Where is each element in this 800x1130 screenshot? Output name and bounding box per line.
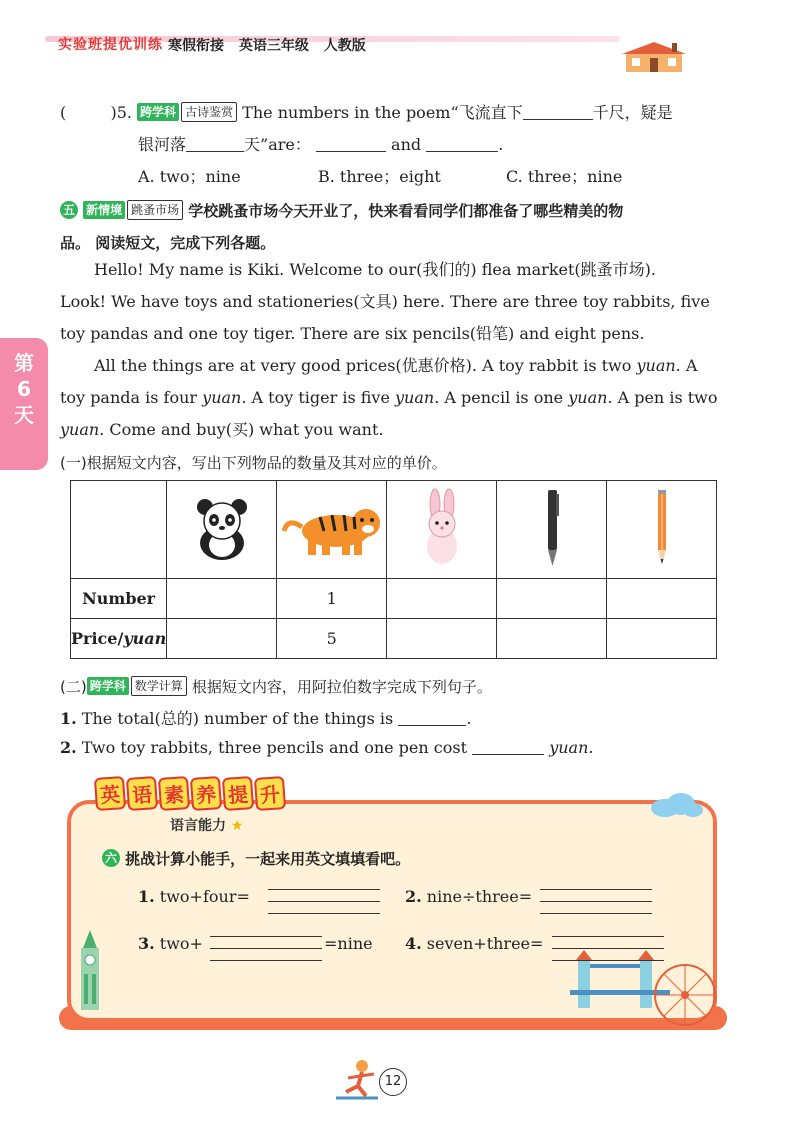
row-header-price	[71, 619, 167, 659]
section-badge: 五	[60, 201, 78, 219]
question-text: nine÷three=	[426, 887, 533, 906]
section-5-instruction-2: 品。 阅读短文，完成下列各题。	[60, 234, 276, 252]
passage-text: . A toy tiger is five	[241, 388, 396, 407]
day-tab-label	[12, 350, 36, 428]
banner-title-char: 素	[158, 776, 190, 811]
option-c[interactable]: C. three；nine	[506, 167, 623, 186]
passage-text: yuan	[202, 388, 242, 407]
page-number: 12	[379, 1068, 407, 1096]
day-tab-char: 6	[17, 377, 31, 401]
ferris-wheel-icon	[650, 960, 720, 1030]
math-question-3-end: =nine	[324, 934, 373, 953]
question-number: 5.	[116, 103, 132, 122]
table-row	[71, 579, 717, 619]
passage-text: . Come and buy(买) what you want.	[99, 420, 384, 439]
day-tab-char: 第	[14, 351, 34, 375]
passage-line	[60, 414, 740, 446]
question-text: 银河落	[138, 135, 187, 154]
question-text: 天”are：	[244, 135, 311, 154]
part-2-label	[60, 676, 492, 697]
pencil-icon	[652, 488, 672, 568]
answer-lines-3[interactable]	[210, 925, 322, 961]
passage-text: All the things are at very good prices(优惠价格). A toy rabbit is two	[94, 356, 637, 375]
sentence-text: .	[466, 709, 472, 728]
section-5-instruction	[60, 200, 623, 221]
sentence-number: 1.	[60, 709, 77, 728]
panda-icon	[187, 493, 257, 563]
question-number: 4.	[405, 934, 422, 953]
question-text: 千尺，疑是	[592, 103, 673, 122]
header-part: 寒假衔接	[168, 38, 224, 54]
house-icon	[618, 40, 690, 74]
options	[138, 164, 622, 187]
answer-lines-4[interactable]	[552, 925, 664, 961]
table-corner	[71, 481, 167, 579]
answer-blank[interactable]	[186, 138, 244, 152]
number-cell[interactable]	[607, 579, 717, 619]
part-label: (二)	[60, 678, 87, 696]
question-5	[60, 100, 673, 123]
passage-text: yuan	[636, 356, 676, 375]
instruction-text: 挑战计算小能手，一起来用英文填填看吧。	[125, 850, 411, 868]
math-question-3	[138, 934, 203, 953]
item-pencil	[607, 481, 717, 579]
sentence-text: The total(总的) number of the things is	[81, 709, 394, 728]
question-text: .	[498, 135, 504, 154]
sentence-2	[60, 738, 593, 757]
sentence-text: Two toy rabbits, three pencils and one pen cost	[81, 738, 468, 757]
number-cell[interactable]	[167, 579, 277, 619]
price-cell[interactable]	[607, 619, 717, 659]
answer-lines-1[interactable]	[268, 878, 380, 914]
day-tab-char: 天	[14, 403, 34, 427]
question-text: The numbers in the poem“飞流直下	[242, 103, 523, 122]
answer-blank[interactable]	[426, 138, 498, 152]
option-b[interactable]: B. three；eight	[318, 167, 441, 186]
item-tiger	[277, 481, 387, 579]
passage-text: yuan	[60, 420, 100, 439]
part-1-label: (一)根据短文内容，写出下列物品的数量及其对应的单价。	[60, 454, 447, 472]
series-title: 实验班提优训练	[58, 37, 163, 53]
passage	[60, 254, 740, 446]
banner-title	[95, 777, 287, 810]
cloud-icon	[645, 792, 705, 818]
answer-blank[interactable]	[398, 712, 466, 726]
math-question-1	[138, 887, 250, 906]
passage-text: toy panda is four	[60, 388, 203, 407]
answer-lines-2[interactable]	[540, 878, 652, 914]
banner-subtitle-text: 语言能力	[170, 818, 226, 834]
price-cell[interactable]	[167, 619, 277, 659]
question-text: and	[391, 135, 422, 154]
sentence-text: yuan.	[549, 738, 594, 757]
passage-line: toy pandas and one toy tiger. There are six pencils(铅笔) and eight pens.	[60, 324, 645, 343]
question-5-line2	[138, 132, 503, 155]
answer-blank[interactable]	[472, 741, 544, 755]
price-cell[interactable]: 5	[277, 619, 387, 659]
item-rabbit	[387, 481, 497, 579]
passage-text: . A	[675, 356, 698, 375]
banner-title-char: 提	[222, 776, 254, 811]
part-label: 根据短文内容，用阿拉伯数字完成下列句子。	[191, 678, 492, 696]
number-cell[interactable]	[497, 579, 607, 619]
star-icon: ★	[230, 818, 244, 834]
question-number: 3.	[138, 934, 155, 953]
big-ben-icon	[75, 930, 105, 1010]
tag-topic: 跳蚤市场	[127, 200, 183, 220]
answer-blank[interactable]	[316, 138, 386, 152]
answer-paren-open: (	[60, 103, 67, 122]
passage-text: yuan	[568, 388, 608, 407]
tag-topic: 古诗鉴赏	[181, 102, 237, 122]
tiger-icon	[280, 497, 384, 559]
option-a[interactable]: A. two；nine	[138, 167, 241, 186]
passage-text: yuan	[395, 388, 435, 407]
answer-paren-close: )	[110, 103, 117, 122]
question-text: two+four=	[159, 887, 250, 906]
skills-banner	[45, 800, 730, 1032]
question-text: seven+three=	[426, 934, 544, 953]
item-pen	[497, 481, 607, 579]
skater-icon	[332, 1058, 382, 1102]
question-number: 1.	[138, 887, 155, 906]
row-header-unit: yuan	[123, 629, 167, 648]
section-6-instruction	[102, 848, 410, 869]
passage-line: Hello! My name is Kiki. Welcome to our(我们的) flea market(跳蚤市场).	[94, 260, 656, 279]
math-question-4	[405, 934, 543, 953]
tag-cross-subject: 跨学科	[137, 103, 179, 121]
banner-title-char: 语	[126, 776, 158, 811]
passage-line	[60, 350, 740, 382]
banner-title-char: 养	[190, 776, 222, 811]
math-question-2	[405, 887, 532, 906]
table-row	[71, 619, 717, 659]
items-table	[70, 480, 717, 659]
passage-text: . A pencil is one	[434, 388, 569, 407]
section-badge: 六	[102, 849, 120, 867]
banner-subtitle	[170, 815, 243, 835]
table-row	[71, 481, 717, 579]
sentence-1	[60, 706, 471, 729]
price-cell[interactable]	[387, 619, 497, 659]
instruction-text: 学校跳蚤市场今天开业了，快来看看同学们都准备了哪些精美的物	[188, 202, 624, 220]
row-header-number: Number	[71, 579, 167, 619]
rabbit-icon	[417, 488, 467, 568]
tag-topic: 数学计算	[131, 676, 187, 696]
passage-line	[60, 382, 740, 414]
pen-icon	[542, 488, 562, 568]
sentence-number: 2.	[60, 738, 77, 757]
banner-title-char: 升	[254, 776, 286, 811]
price-cell[interactable]	[497, 619, 607, 659]
header-subtitle	[168, 35, 366, 55]
tag-new-context: 新情境	[83, 201, 125, 219]
number-cell[interactable]	[387, 579, 497, 619]
header-part: 人教版	[323, 38, 366, 54]
answer-blank[interactable]	[523, 106, 593, 120]
banner-title-char: 英	[94, 776, 126, 811]
tag-cross-subject: 跨学科	[87, 677, 129, 695]
header-part: 英语三年级	[238, 38, 309, 54]
number-cell[interactable]: 1	[277, 579, 387, 619]
passage-line: Look! We have toys and stationeries(文具) here. There are three toy rabbits, five	[60, 292, 710, 311]
item-panda	[167, 481, 277, 579]
passage-text: . A pen is two	[607, 388, 718, 407]
question-text: two+	[159, 934, 203, 953]
page-header	[0, 0, 800, 80]
row-header-text: Price/	[71, 629, 124, 648]
question-number: 2.	[405, 887, 422, 906]
